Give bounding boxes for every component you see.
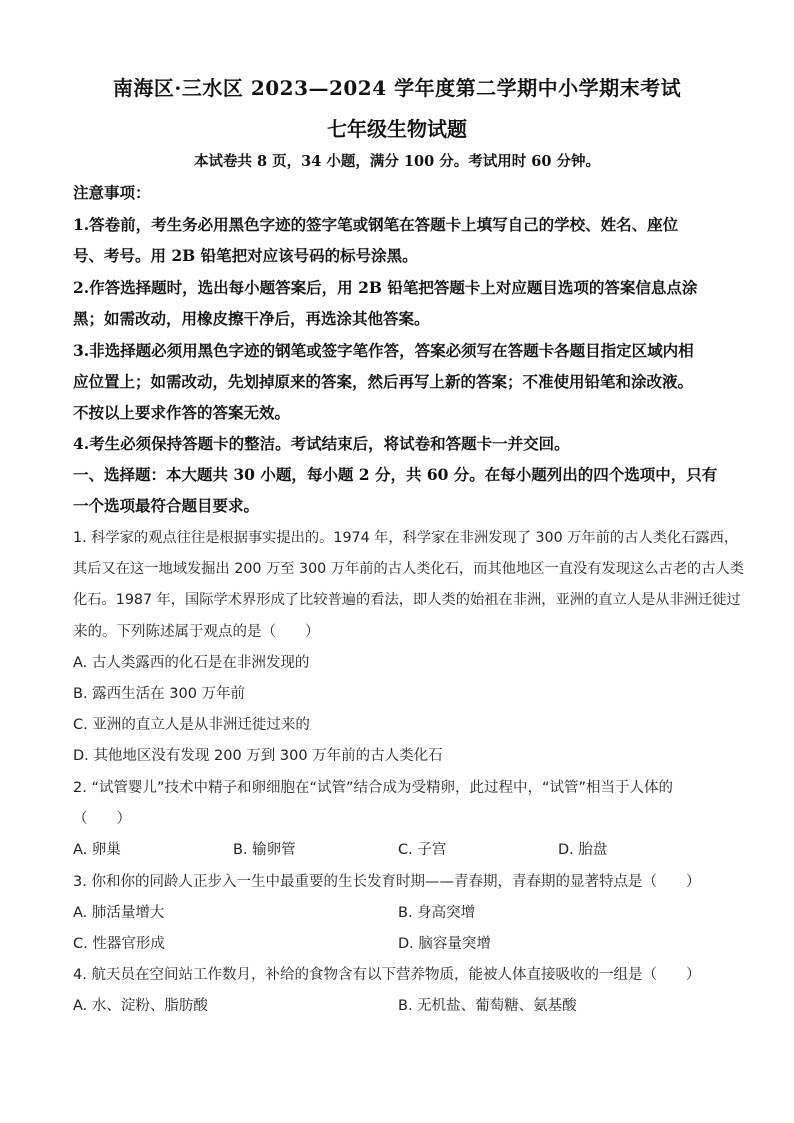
note-line: 不按以上要求作答的答案无效。: [73, 403, 291, 422]
exam-subject-title: 七年级生物试题: [327, 117, 467, 141]
note-line: 黑；如需改动，用橡皮擦干净后，再选涂其他答案。: [73, 309, 430, 328]
note-line: 应位置上；如需改动，先划掉原来的答案，然后再写上新的答案；不准使用铅笔和涂改液。: [73, 372, 694, 391]
question-4-stem: 4. 航天员在空间站工作数月，补给的食物含有以下营养物质，能被人体直接吸收的一组是（ ）: [73, 967, 701, 983]
note-line: 4.考生必须保持答题卡的整洁。考试结束后，将试卷和答题卡一并交回。: [73, 434, 570, 453]
question-2-stem: 2. “试管婴儿”技术中精子和卵细胞在“试管”结合成为受精卵，此过程中，“试管”相当于人体的: [73, 780, 674, 796]
question-1-stem: 来的。下列陈述属于观点的是（ ）: [73, 624, 320, 640]
note-line: 2.作答选择题时，选出每小题答案后，用 2B 铅笔把答题卡上对应题目选项的答案信息点涂: [73, 278, 698, 297]
question-2-option-a: A. 卵巢: [73, 842, 121, 858]
section-heading-cont: 一个选项最符合题目要求。: [73, 496, 260, 515]
question-1-option-d: D. 其他地区没有发现 200 万到 300 万年前的古人类化石: [73, 748, 443, 764]
question-2-option-b: B. 输卵管: [233, 842, 296, 858]
question-1-stem: 其后又在这一地域发掘出 200 万至 300 万年前的古人类化石，而其他地区一直没有发现这么古老的古人类: [73, 561, 745, 577]
notes-heading: 注意事项：: [73, 183, 151, 202]
question-1-stem: 化石。1987 年，国际学术界形成了比较普遍的看法，即人类的始祖在非洲，亚洲的直立人是从非洲迁徙过: [73, 592, 741, 608]
question-1-stem: 1. 科学家的观点往往是根据事实提出的。1974 年，科学家在非洲发现了 300 万年前的古人类化石露西，: [73, 530, 739, 546]
question-3-option-b: B. 身高突增: [398, 905, 476, 921]
question-2-option-d: D. 胎盘: [558, 842, 608, 858]
question-2-stem: （ ）: [73, 811, 131, 827]
exam-title: 南海区·三水区 2023—2024 学年度第二学期中小学期末考试: [112, 76, 682, 100]
section-heading: 一、选择题：本大题共 30 小题，每小题 2 分，共 60 分。在每小题列出的四个选项中，只有: [73, 465, 718, 484]
question-1-option-b: B. 露西生活在 300 万年前: [73, 686, 246, 702]
question-4-option-b: B. 无机盐、葡萄糖、氨基酸: [398, 998, 577, 1014]
question-1-option-a: A. 古人类露西的化石是在非洲发现的: [73, 655, 310, 671]
note-line: 1.答卷前，考生务必用黑色字迹的签字笔或钢笔在答题卡上填写自己的学校、姓名、座位: [73, 215, 679, 234]
question-3-option-c: C. 性器官形成: [73, 936, 165, 952]
question-3-stem: 3. 你和你的同龄人正步入一生中最重要的生长发育时期——青春期，青春期的显著特点是（ ）: [73, 874, 701, 890]
question-4-option-a: A. 水、淀粉、脂肪酸: [73, 998, 208, 1014]
note-line: 号、考号。用 2B 铅笔把对应该号码的标号涂黑。: [73, 246, 418, 265]
exam-meta: 本试卷共 8 页，34 小题，满分 100 分。考试用时 60 分钟。: [193, 153, 601, 170]
question-3-option-d: D. 脑容量突增: [398, 936, 491, 952]
question-2-option-c: C. 子宫: [398, 842, 447, 858]
question-3-option-a: A. 肺活量增大: [73, 905, 165, 921]
question-1-option-c: C. 亚洲的直立人是从非洲迁徙过来的: [73, 717, 310, 733]
note-line: 3.非选择题必须用黑色字迹的钢笔或签字笔作答，答案必须写在答题卡各题目指定区域内相: [73, 341, 694, 360]
